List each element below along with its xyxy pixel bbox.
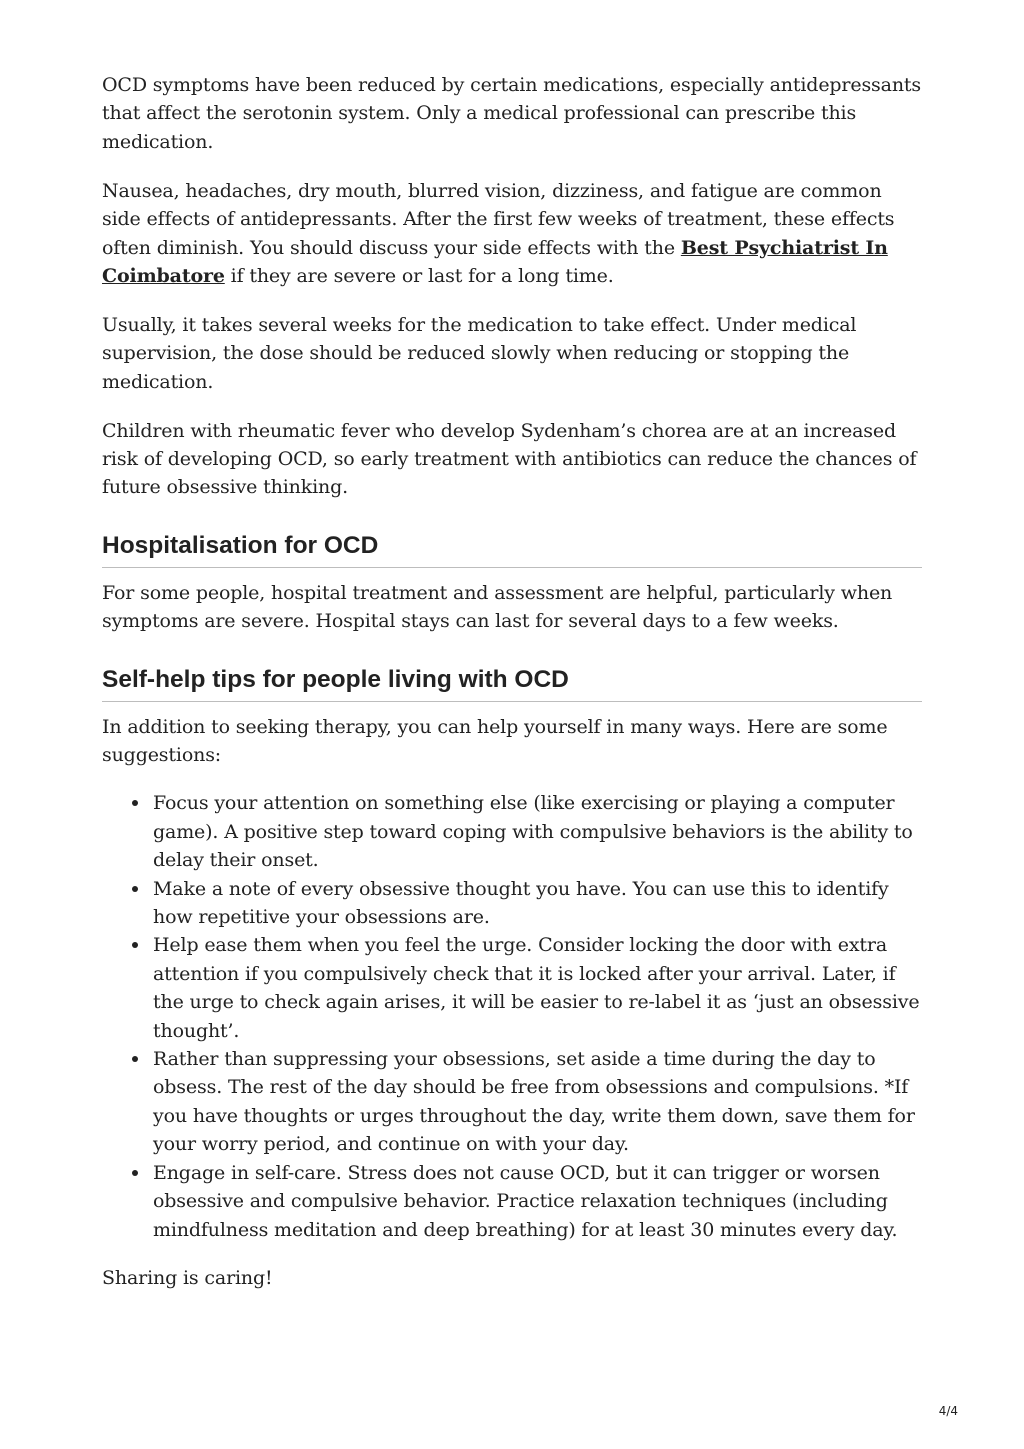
paragraph-sydenham: Children with rheumatic fever who develop Sydenham’s chorea are at an increased risk of developing OCD, so early treatment with antibiotics can reduce the chances of future obsessive thinking.: [102, 419, 917, 499]
list-item: Focus your attention on something else (like exercising or playing a computer game). A positive step toward coping with compulsive behaviors is the ability to delay their onset.: [153, 789, 922, 874]
list-item: Rather than suppressing your obsessions, set aside a time during the day to obsess. The rest of the day should be free from obsessions and compulsions. *If you have thoughts or urges throughout the day, write them down, save them for your worry period, and continue on with your day.: [153, 1045, 922, 1159]
sharing-text: Sharing is caring!: [102, 1266, 273, 1289]
paragraph-side-effects: [102, 177, 922, 291]
side-effects-text-end: if they are severe or last for a long time.: [224, 264, 614, 287]
page-number: 4/4: [938, 1404, 958, 1418]
list-item: Help ease them when you feel the urge. Consider locking the door with extra attention if you compulsively check that it is locked after your arrival. Later, if the urge to check again arises, it will be easier to re-label it as ‘just an obsessive thought’.: [153, 931, 922, 1045]
document-page: [102, 71, 922, 1313]
paragraph-medication-timing: Usually, it takes several weeks for the medication to take effect. Under medical supervision, the dose should be reduced slowly when reducing or stopping the medication.: [102, 313, 857, 393]
paragraph-medications: OCD symptoms have been reduced by certain medications, especially antidepressants that affect the serotonin system. Only a medical professional can prescribe this medication.: [102, 74, 922, 153]
side-effects-text: Nausea, headaches, dry mouth, blurred vision, dizziness, and fatigue are common side effects of antidepressants. After the first few weeks of treatment, these effects often diminish. You should discuss your side effects with the: [102, 179, 895, 259]
paragraph-self-help-intro: In addition to seeking therapy, you can help yourself in many ways. Here are some suggestions:: [102, 715, 888, 766]
paragraph-hospitalisation: For some people, hospital treatment and assessment are helpful, particularly when symptoms are severe. Hospital stays can last for several days to a few weeks.: [102, 581, 893, 633]
heading-self-help: Self-help tips for people living with OCD: [102, 665, 922, 702]
best-psychiatrist-link[interactable]: Best Psychiatrist In Coimbatore: [102, 236, 888, 287]
list-item: Engage in self-care. Stress does not cause OCD, but it can trigger or worsen obsessive and compulsive behavior. Practice relaxation techniques (including mindfulness meditation and deep breathing) for at least 30 minutes every day.: [153, 1159, 922, 1244]
heading-hospitalisation: Hospitalisation for OCD: [102, 531, 922, 568]
list-item: Make a note of every obsessive thought you have. You can use this to identify how repetitive your obsessions are.: [153, 875, 922, 932]
self-help-tips-list: [102, 789, 922, 1244]
